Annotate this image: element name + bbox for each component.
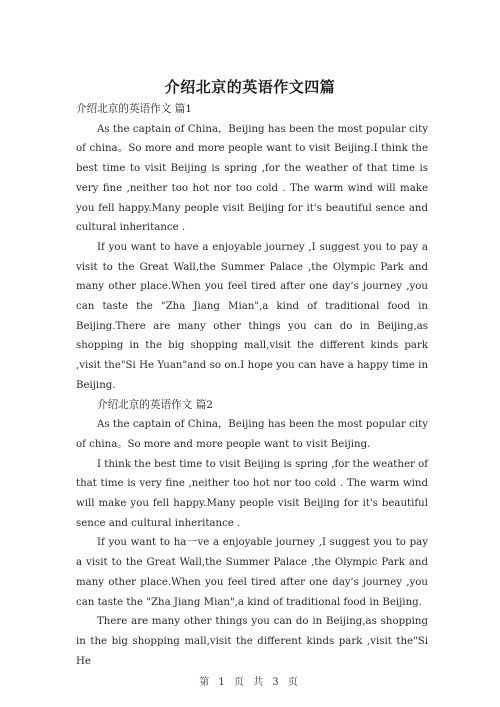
section-heading-2: 介绍北京的英语作文 篇2 — [97, 398, 214, 411]
section-1-paragraph-1: As the captain of China，Beijing has been the most popular city of china。So more and more people want to visit Beijing.I think the best time to visit Beijing is spring ,for the weather of that time is very fine ,neither too hot nor too cold . The warm wind will make you fell happy.Many people visit Beijing for it's beautiful sence and cultural inheritance . — [76, 123, 428, 234]
section-1-paragraph-2: If you want to have a enjoyable journey ,I suggest you to pay a visit to the Great Wall,the Summer Palace ,the Olympic Park and many other place.When you feel tired after one day's journey ,you can taste the "Zha Jiang Mian",a kind of traditional food in Beijing.There are many other things you can do in Beijing,as shopping in the big shopping mall,visit the different kinds park ,visit the"Si He Yuan"and so on.I hope you can have a happy time in Beijing. — [76, 241, 428, 391]
section-2-paragraph-1: As the captain of China，Beijing has been the most popular city of china。So more and more people want to visit Beijing. — [76, 419, 428, 450]
document-title: 介绍北京的英语作文四篇 — [164, 78, 336, 96]
document-body — [76, 100, 428, 671]
section-2-paragraph-4: There are many other things you can do in Beijing,as shopping in the big shopping mall,visit the different kinds park ,visit the"Si He — [76, 616, 428, 667]
section-2-paragraph-2: I think the best time to visit Beijing is spring ,for the weather of that time is very fine ,neither too hot nor too cold . The warm wind will make you fell happy.Many people visit Beijing for it's beautiful sence and cultural inheritance . — [76, 458, 428, 529]
page-footer: 第 1 页 共 3 页 — [199, 677, 301, 688]
section-heading-1: 介绍北京的英语作文 篇1 — [76, 103, 193, 115]
section-2-paragraph-3: If you want to ha一ve a enjoyable journey ,I suggest you to pay a visit to the Great Wall,the Summer Palace ,the Olympic Park and many other place.When you feel tired after one day's journey ,you can taste the "Zha Jiang Mian",a kind of traditional food in Beijing. — [76, 537, 428, 608]
